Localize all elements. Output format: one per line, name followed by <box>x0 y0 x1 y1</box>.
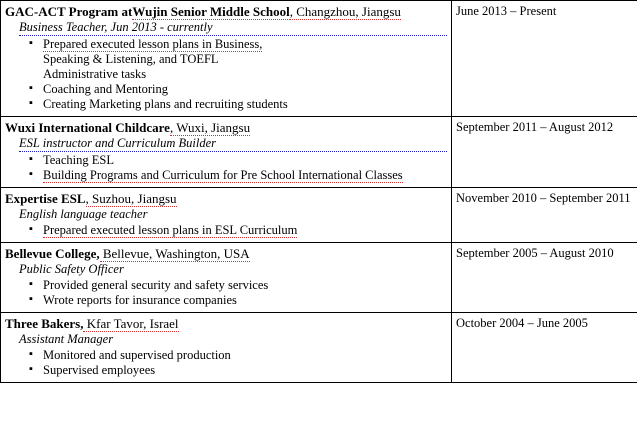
bullet-line: Prepared executed lesson plans in ESL Curriculum <box>43 223 298 237</box>
date-cell <box>452 117 637 188</box>
bullet-line: Speaking & Listening, and TOEFL <box>43 52 219 66</box>
job-location: Kfar Tavor, Israel <box>83 316 179 331</box>
date-range: October 2004 – June 2005 <box>456 316 588 330</box>
job-location: , Changzhou, Jiangsu <box>289 4 401 19</box>
table-row <box>1 117 637 188</box>
experience-cell <box>1 117 452 188</box>
bullet-line: Monitored and supervised production <box>43 348 231 362</box>
bullet-line: Creating Marketing plans and recruiting students <box>43 97 288 111</box>
org-name: Wuxi International Childcare <box>5 120 170 135</box>
date-cell <box>452 1 637 117</box>
date-range: November 2010 – September 2011 <box>456 191 631 205</box>
bullet-line: Building Programs and Curriculum for Pre School International Classes <box>43 168 403 182</box>
table-row <box>1 243 637 313</box>
job-title <box>5 120 447 135</box>
org-name: Three Bakers, <box>5 316 84 331</box>
job-role: English language teacher <box>19 207 148 221</box>
date-cell <box>452 243 637 313</box>
job-role: ESL instructor and Curriculum Builder <box>19 136 447 152</box>
job-title <box>5 4 447 19</box>
list-item <box>29 153 447 168</box>
bullet-line: Supervised employees <box>43 363 156 377</box>
org-name-2: Wujin Senior Middle School <box>132 4 290 19</box>
job-location: Bellevue, Washington, USA <box>99 246 250 261</box>
bullet-line: Provided general security and safety services <box>43 278 269 292</box>
org-name: Expertise ESL <box>5 191 86 206</box>
bullet-line: Administrative tasks <box>43 67 147 81</box>
bullet-list <box>5 278 447 308</box>
date-range: September 2005 – August 2010 <box>456 246 614 260</box>
list-item <box>29 223 447 238</box>
list-item <box>29 97 447 112</box>
experience-cell <box>1 188 452 243</box>
bullet-line: Prepared executed lesson plans in Business, <box>43 37 263 51</box>
org-name: GAC-ACT Program at <box>5 4 133 19</box>
job-role: Business Teacher, Jun 2013 - currently <box>19 20 447 36</box>
job-location: , Wuxi, Jiangsu <box>169 120 251 135</box>
experience-cell <box>1 313 452 383</box>
table-row <box>1 188 637 243</box>
bullet-line: Coaching and Mentoring <box>43 82 168 96</box>
date-cell <box>452 188 637 243</box>
list-item <box>29 82 447 97</box>
date-cell <box>452 313 637 383</box>
bullet-line: Wrote reports for insurance companies <box>43 293 237 307</box>
bullet-list <box>5 37 447 112</box>
job-title <box>5 191 447 206</box>
list-item <box>29 37 447 82</box>
date-range: June 2013 – Present <box>456 4 557 18</box>
date-range: September 2011 – August 2012 <box>456 120 614 134</box>
list-item <box>29 278 447 293</box>
table-row <box>1 313 637 383</box>
job-title <box>5 246 447 261</box>
bullet-list <box>5 153 447 183</box>
job-role: Public Safety Officer <box>19 262 124 276</box>
experience-cell <box>1 243 452 313</box>
bullet-list <box>5 348 447 378</box>
job-role: Assistant Manager <box>19 332 114 346</box>
list-item <box>29 363 447 378</box>
table-row <box>1 1 637 117</box>
list-item <box>29 348 447 363</box>
bullet-line: Teaching ESL <box>43 153 114 167</box>
experience-cell <box>1 1 452 117</box>
list-item <box>29 168 447 183</box>
org-name: Bellevue College, <box>5 246 100 261</box>
list-item <box>29 293 447 308</box>
job-title <box>5 316 447 331</box>
job-location: , Suzhou, Jiangsu <box>85 191 177 206</box>
bullet-list <box>5 223 447 238</box>
